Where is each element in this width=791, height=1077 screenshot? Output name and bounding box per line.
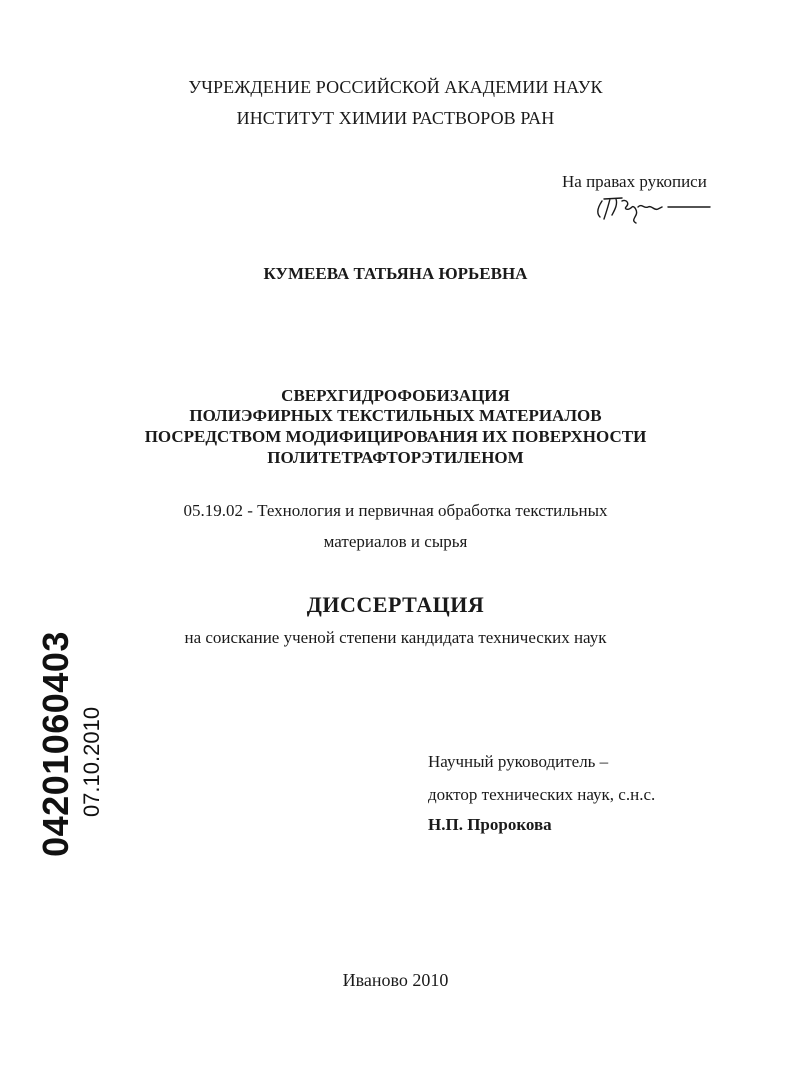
author-name: КУМЕЕВА ТАТЬЯНА ЮРЬЕВНА: [263, 264, 528, 283]
library-stamp-date: 07.10.2010: [79, 706, 104, 818]
dissertation-title-line: ПОЛИТЕТРАФТОРЭТИЛЕНОМ: [267, 448, 524, 467]
dissertation-title-line: ПОСРЕДСТВОМ МОДИФИЦИРОВАНИЯ ИХ ПОВЕРХНОСТИ: [144, 427, 647, 446]
supervisor-role: Научный руководитель –: [428, 752, 609, 771]
supervisor-degree: доктор технических наук, с.н.с.: [428, 785, 656, 804]
document-type: ДИССЕРТАЦИЯ: [306, 592, 485, 617]
city-and-year: Иваново 2010: [342, 970, 449, 990]
supervisor-name: Н.П. Пророкова: [428, 815, 552, 834]
author-signature: [592, 193, 712, 225]
institute-name: ИНСТИТУТ ХИМИИ РАСТВОРОВ РАН: [236, 108, 555, 128]
specialty-continuation: материалов и сырья: [323, 532, 468, 551]
organization-name: УЧРЕЖДЕНИЕ РОССИЙСКОЙ АКАДЕМИИ НАУК: [188, 77, 603, 97]
library-stamp-number: 04201060403: [35, 631, 76, 857]
dissertation-title-line: ПОЛИЭФИРНЫХ ТЕКСТИЛЬНЫХ МАТЕРИАЛОВ: [189, 406, 602, 425]
dissertation-title-line: СВЕРХГИДРОФОБИЗАЦИЯ: [281, 386, 510, 405]
degree-note: на соискание ученой степени кандидата технических наук: [184, 628, 607, 647]
manuscript-rights-note: На правах рукописи: [562, 172, 707, 191]
specialty-code: 05.19.02 - Технология и первичная обработка текстильных: [183, 501, 608, 520]
